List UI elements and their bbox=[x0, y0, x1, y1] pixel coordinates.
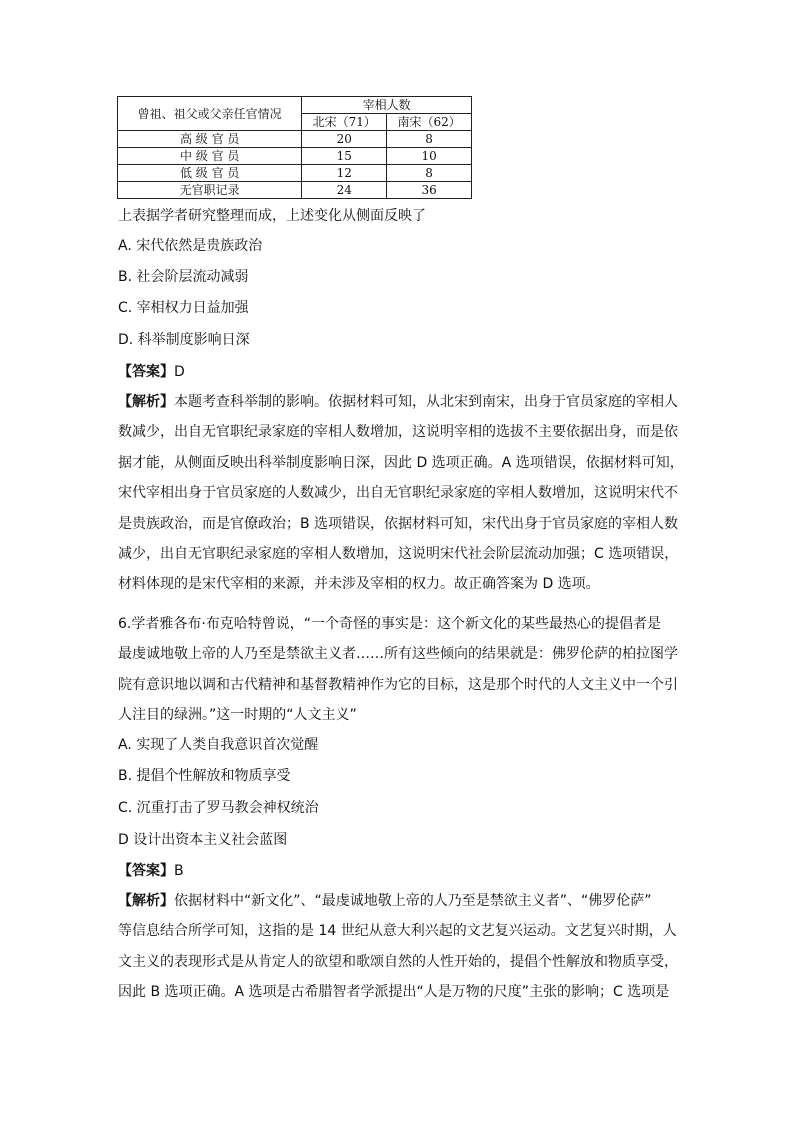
q6-option-d: D 设计出资本主义社会蓝图 bbox=[118, 832, 288, 848]
q5-analysis-line: 据才能，从侧面反映出科举制度影响日深，因此 D 选项正确。A 选项错误，依据材料可知， bbox=[118, 454, 684, 471]
table-row-label: 低 级 官 员 bbox=[118, 165, 302, 182]
q5-analysis-tag: 【解析】 bbox=[118, 394, 174, 410]
q6-option-b: B. 提倡个性解放和物质享受 bbox=[118, 768, 291, 784]
table-cell: 8 bbox=[387, 165, 472, 182]
q5-analysis-line: 减少，出自无官职纪录家庭的宰相人数增加，这说明宋代社会阶层流动加强；C 选项错误， bbox=[118, 546, 679, 563]
table-row bbox=[118, 165, 472, 182]
table-cell: 24 bbox=[302, 182, 387, 199]
q6-option-a: A. 实现了人类自我意识首次觉醒 bbox=[118, 737, 319, 753]
q6-analysis-line: 依据材料中“新文化”、“最虔诚地敬上帝的人乃至是禁欲主义者”、“佛罗伦萨” bbox=[174, 893, 652, 909]
q6-stem-line: 6.学者雅各布·布克哈特曾说，“一个奇怪的事实是：这个新文化的某些最热心的提倡者是 bbox=[118, 616, 662, 632]
prime-minister-origin-table bbox=[117, 96, 472, 199]
table-row-label: 高 级 官 员 bbox=[118, 131, 302, 148]
q6-analysis bbox=[118, 886, 678, 1008]
q5-answer bbox=[118, 362, 185, 382]
table-row bbox=[118, 131, 472, 148]
q5-answer-tag: 【答案】 bbox=[118, 364, 174, 380]
q5-option-d: D. 科举制度影响日深 bbox=[118, 332, 250, 348]
q6-stem bbox=[118, 609, 678, 731]
table-cell: 10 bbox=[387, 148, 472, 165]
q5-analysis-line: 本题考查科举制的影响。依据材料可知，从北宋到南宋，出身于官员家庭的宰相人 bbox=[174, 394, 678, 410]
q6-analysis-line: 等信息结合所学可知，这指的是 14 世纪从意大利兴起的文艺复兴运动。文艺复兴时期，人 bbox=[118, 923, 677, 940]
table-row-label: 中 级 官 员 bbox=[118, 148, 302, 165]
q5-answer-value: D bbox=[174, 364, 185, 380]
table-cell: 8 bbox=[387, 131, 472, 148]
q5-analysis bbox=[118, 387, 684, 600]
q5-analysis-line: 宋代宰相出身于官员家庭的人数减少，出自无官职纪录家庭的宰相人数增加，这说明宋代不 bbox=[118, 485, 678, 502]
q5-analysis-line: 数减少，出自无官职纪录家庭的宰相人数增加，这说明宰相的选拔不主要依据出身，而是依 bbox=[118, 424, 678, 441]
q6-stem-line: 人注目的绿洲。”这一时期的“人文主义” bbox=[118, 707, 357, 724]
table-row-label: 无官职记录 bbox=[118, 182, 302, 199]
q6-stem-line: 最虔诚地敬上帝的人乃至是禁欲主义者……所有这些倾向的结果就是：佛罗伦萨的柏拉图学 bbox=[118, 646, 678, 663]
q5-analysis-line: 是贵族政治，而是官僚政治；B 选项错误，依据材料可知，宋代出身于官员家庭的宰相人数 bbox=[118, 515, 679, 532]
q6-analysis-line: 因此 B 选项正确。A 选项是古希腊智者学派提出“人是万物的尺度”主张的影响；C 选项是 bbox=[118, 984, 670, 1001]
table-row bbox=[118, 182, 472, 199]
table-cell: 15 bbox=[302, 148, 387, 165]
table-header-count: 宰相人数 bbox=[302, 97, 472, 114]
table-header-north-song: 北宋（71） bbox=[302, 114, 387, 131]
table-cell: 20 bbox=[302, 131, 387, 148]
q5-analysis-line: 材料体现的是宋代宰相的来源，并未涉及宰相的权力。故正确答案为 D 选项。 bbox=[118, 576, 600, 593]
table-header-south-song: 南宋（62） bbox=[387, 114, 472, 131]
table-header-origin: 曾祖、祖父或父亲任官情况 bbox=[118, 97, 302, 131]
q5-stem: 上表据学者研究整理而成，上述变化从侧面反映了 bbox=[118, 208, 426, 224]
q6-option-c: C. 沉重打击了罗马教会神权统治 bbox=[118, 800, 319, 816]
q6-answer-value: B bbox=[174, 863, 184, 879]
q6-answer-tag: 【答案】 bbox=[118, 863, 174, 879]
q6-answer bbox=[118, 861, 184, 881]
q6-stem-line: 院有意识地以调和古代精神和基督教精神作为它的目标，这是那个时代的人文主义中一个引 bbox=[118, 676, 678, 693]
table-cell: 12 bbox=[302, 165, 387, 182]
table-header-row bbox=[118, 97, 472, 114]
q6-analysis-tag: 【解析】 bbox=[118, 893, 174, 909]
table-cell: 36 bbox=[387, 182, 472, 199]
table-row bbox=[118, 148, 472, 165]
q6-analysis-line: 文主义的表现形式是从肯定人的欲望和歌颂自然的人性开始的，提倡个性解放和物质享受， bbox=[118, 953, 678, 970]
q5-option-c: C. 宰相权力日益加强 bbox=[118, 300, 249, 316]
q5-option-a: A. 宋代依然是贵族政治 bbox=[118, 238, 263, 254]
q5-option-b: B. 社会阶层流动减弱 bbox=[118, 269, 249, 285]
